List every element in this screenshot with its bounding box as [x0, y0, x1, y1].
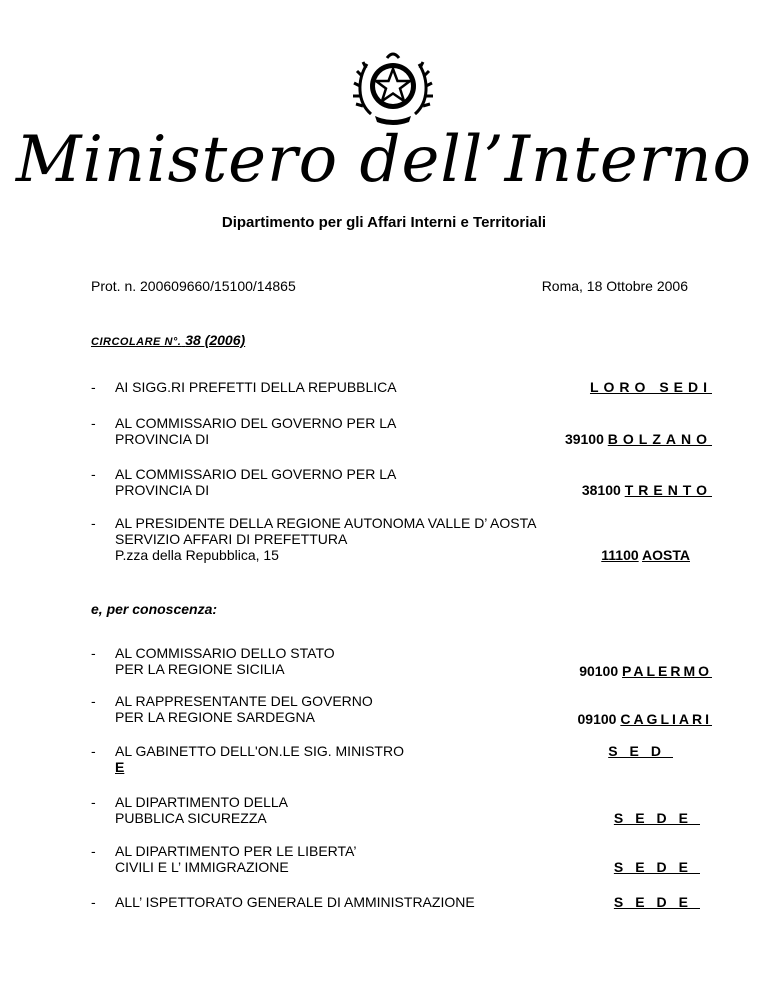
list-dash: -	[91, 645, 96, 661]
list-dash: -	[91, 515, 96, 531]
recipient-destination	[582, 482, 712, 499]
destination-city: LORO SEDI	[589, 379, 712, 395]
circolare-prefix: CIRCOLARE N°.	[91, 336, 182, 348]
destination-city: BOLZANO	[607, 431, 712, 447]
recipient-line: AL PRESIDENTE DELLA REGIONE AUTONOMA VALLE D’ AOSTA	[115, 515, 537, 531]
recipient-line: CIVILI E L’ IMMIGRAZIONE	[115, 859, 289, 875]
destination-city: SEDE	[613, 894, 700, 910]
recipient-line: PER LA REGIONE SARDEGNA	[115, 709, 315, 725]
italian-republic-emblem-icon	[351, 44, 435, 128]
recipient-line: PROVINCIA DI	[115, 482, 210, 498]
destination-city: TRENTO	[624, 482, 712, 498]
recipient-line: AL COMMISSARIO DEL GOVERNO PER LA	[115, 466, 397, 482]
protocol-number: Prot. n. 200609660/15100/14865	[91, 278, 296, 294]
list-dash: -	[91, 466, 96, 482]
recipient-line: AL COMMISSARIO DEL GOVERNO PER LA	[115, 415, 397, 431]
per-conoscenza-label: e, per conoscenza:	[91, 601, 218, 617]
recipient-line: SERVIZIO AFFARI DI PREFETTURA	[115, 531, 348, 547]
destination-city: SED	[608, 743, 673, 759]
recipient-destination	[614, 859, 700, 876]
postal-code: 38100	[581, 482, 621, 498]
list-dash: -	[91, 743, 96, 759]
list-dash: -	[91, 415, 96, 431]
recipient-destination	[579, 663, 712, 680]
recipient-destination	[614, 810, 700, 827]
recipient-line: AL DIPARTIMENTO PER LE LIBERTA’	[115, 843, 357, 859]
recipient-line: AI SIGG.RI PREFETTI DELLA REPUBBLICA	[115, 379, 397, 395]
recipient-line: PUBBLICA SICUREZZA	[115, 810, 267, 826]
recipient-line: E	[115, 759, 125, 775]
destination-city: CAGLIARI	[620, 711, 712, 727]
destination-city: SEDE	[613, 859, 700, 875]
recipient-line: AL DIPARTIMENTO DELLA	[115, 794, 288, 810]
circolare-label	[91, 331, 245, 351]
list-dash: -	[91, 794, 96, 810]
list-dash: -	[91, 894, 96, 910]
recipient-destination	[601, 547, 690, 564]
destination-city: SEDE	[613, 810, 700, 826]
destination-city: PALERMO	[622, 663, 712, 679]
list-dash: -	[91, 379, 96, 395]
circolare-number: 38 (2006)	[185, 332, 246, 348]
recipient-destination	[578, 711, 713, 728]
recipient-line: PER LA REGIONE SICILIA	[115, 661, 285, 677]
department-heading: Dipartimento per gli Affari Interni e Territoriali	[221, 214, 547, 231]
recipient-line: ALL’ ISPETTORATO GENERALE DI AMMINISTRAZIONE	[115, 894, 475, 910]
postal-code: 09100	[577, 711, 617, 727]
list-dash: -	[91, 843, 96, 859]
recipient-destination	[565, 431, 712, 448]
recipient-line: PROVINCIA DI	[115, 431, 210, 447]
destination-city: AOSTA	[642, 547, 690, 563]
postal-code: 11100	[601, 547, 639, 563]
list-dash: -	[91, 693, 96, 709]
recipient-line: AL RAPPRESENTANTE DEL GOVERNO	[115, 693, 373, 709]
recipient-destination	[590, 379, 712, 396]
postal-code: 90100	[579, 663, 619, 679]
recipient-destination	[614, 894, 700, 911]
recipient-line: P.zza della Repubblica, 15	[115, 547, 279, 563]
recipient-line: AL GABINETTO DELL'ON.LE SIG. MINISTRO	[115, 743, 404, 759]
recipient-line: AL COMMISSARIO DELLO STATO	[115, 645, 335, 661]
recipient-destination	[608, 743, 673, 760]
ministry-title: Ministero dell’Interno	[15, 123, 753, 197]
postal-code: 39100	[564, 431, 604, 447]
place-date: Roma, 18 Ottobre 2006	[541, 278, 688, 294]
